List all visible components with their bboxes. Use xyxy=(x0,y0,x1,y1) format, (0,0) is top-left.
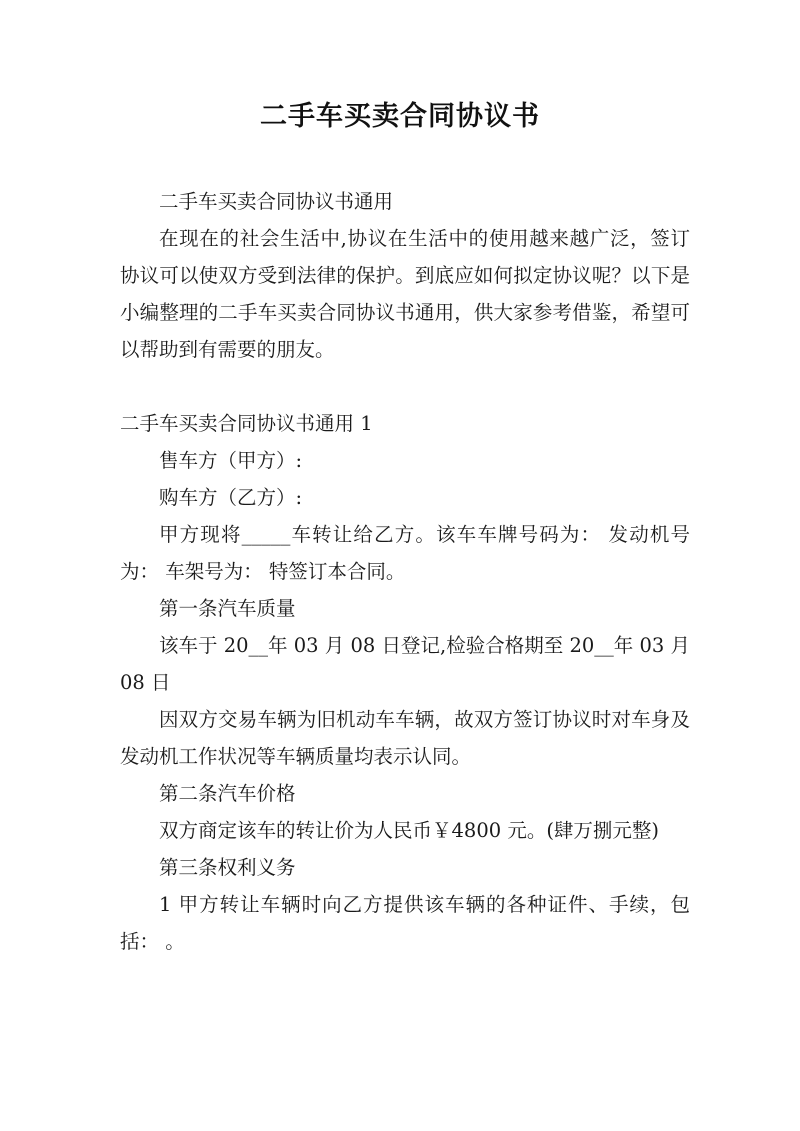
buyer-line: 购车方（乙方）: xyxy=(159,486,303,509)
article-2-heading: 第二条汽车价格 xyxy=(159,782,296,805)
quality-clause: 因双方交易车辆为旧机动车车辆，故双方签订协议时对车身及发动机工作状况等车辆质量均表示认同。 xyxy=(120,708,690,768)
registration-clause: 该车于 20__年 03 月 08 日登记,检验合格期至 20__年 03 月 08 日 xyxy=(120,634,690,694)
article-1-heading: 第一条汽车质量 xyxy=(159,597,296,620)
document-title: 二手车买卖合同协议书 xyxy=(260,101,540,132)
transfer-clause: 甲方现将_____车转让给乙方。该车车牌号码为： 发动机号为： 车架号为： 特签订本合同。 xyxy=(120,523,690,583)
document-body xyxy=(120,183,690,960)
article-3-heading: 第三条权利义务 xyxy=(159,856,296,879)
seller-line: 售车方（甲方）: xyxy=(159,449,303,472)
section-heading: 二手车买卖合同协议书通用 1 xyxy=(120,412,373,435)
price-clause: 双方商定该车的转让价为人民币￥4800 元。(肆万捌元整) xyxy=(159,819,660,842)
intro-heading: 二手车买卖合同协议书通用 xyxy=(159,190,394,213)
obligation-clause-1: 1 甲方转让车辆时向乙方提供该车辆的各种证件、手续，包括： 。 xyxy=(120,893,690,953)
intro-paragraph: 在现在的社会生活中,协议在生活中的使用越来越广泛，签订协议可以使双方受到法律的保护。到底应如何拟定协议呢？以下是小编整理的二手车买卖合同协议书通用，供大家参考借鉴，希望可以帮助到有需要的朋友。 xyxy=(120,227,690,361)
paragraph-spacer xyxy=(120,368,690,405)
